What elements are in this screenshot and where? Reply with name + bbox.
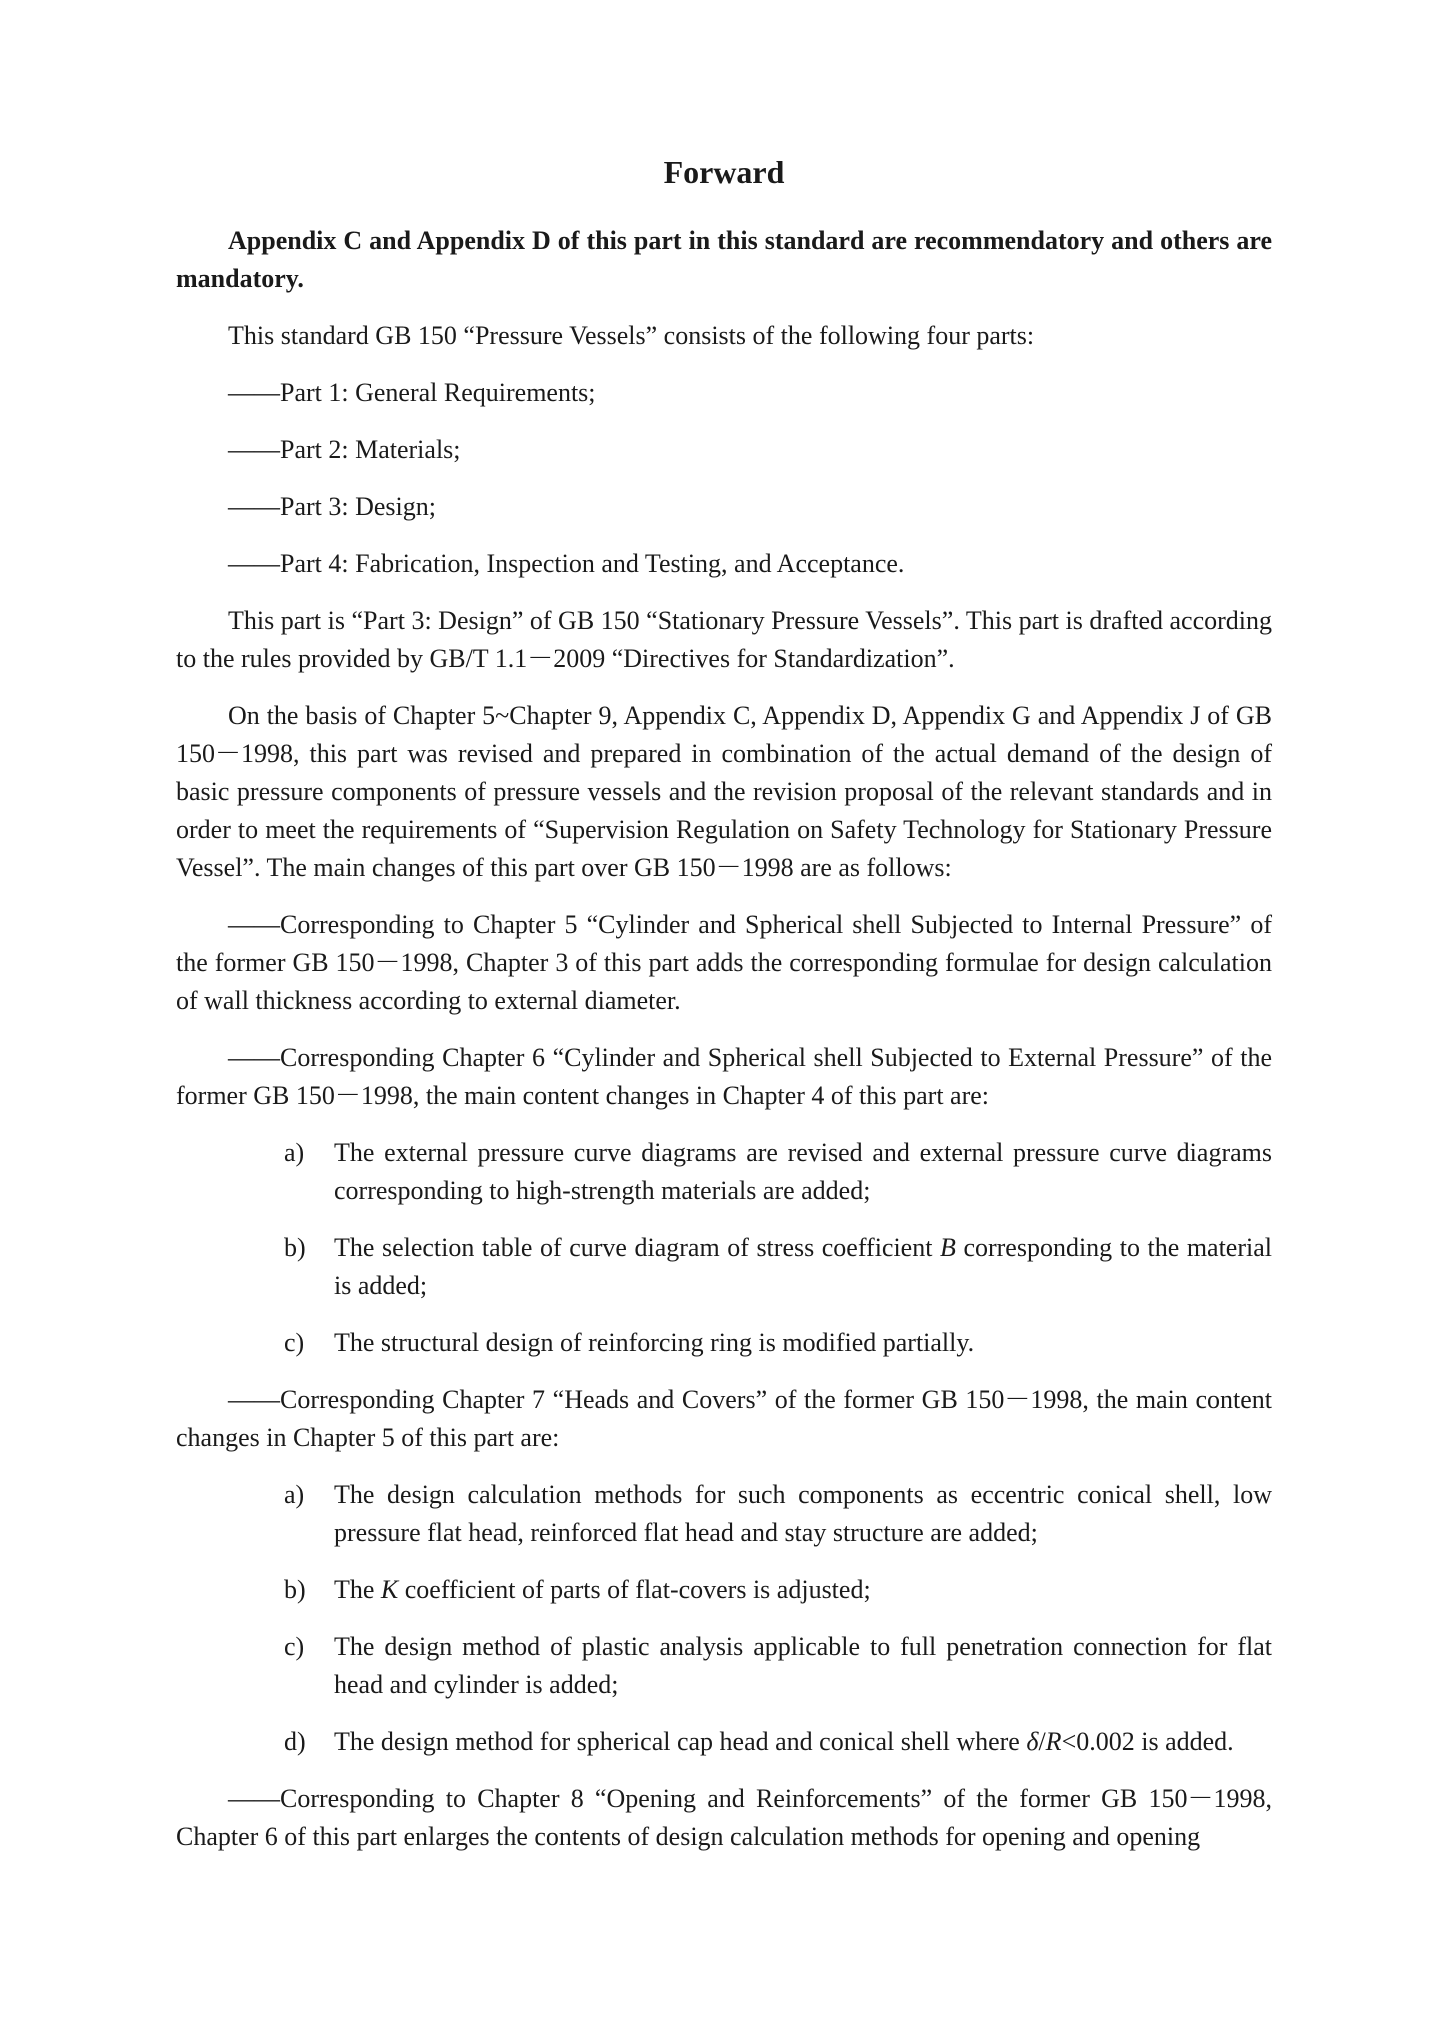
item-marker: c) — [284, 1328, 305, 1357]
change-chapter7-paragraph: ——Corresponding Chapter 7 “Heads and Covers” of the former GB 150－1998, the main content changes in Chapter 5 of this part are: — [176, 1385, 1272, 1452]
item-text: The — [334, 1575, 381, 1604]
item-text: The design method for spherical cap head and conical shell where — [334, 1727, 1027, 1756]
item-text: corresponding to the material is added; — [334, 1233, 1272, 1300]
part-list-item: ——Part 4: Fabrication, Inspection and Testing, and Acceptance. — [228, 549, 905, 578]
variable-delta: δ — [1026, 1727, 1039, 1756]
mandatory-note: Appendix C and Appendix D of this part in this standard are recommendatory and others are mandatory. — [176, 226, 1272, 293]
item-marker: c) — [284, 1632, 305, 1661]
item-text: coefficient of parts of flat-covers is adjusted; — [398, 1575, 871, 1604]
chapter7-item-c — [176, 1628, 1272, 1704]
document-page — [176, 140, 1272, 1856]
chapter7-item-a — [176, 1476, 1272, 1552]
chapter7-item-b — [176, 1571, 1272, 1609]
chapter6-item-c — [176, 1324, 1272, 1362]
basis-paragraph: On the basis of Chapter 5~Chapter 9, Appendix C, Appendix D, Appendix G and Appendix J of GB 150－1998, this part was revised and prepared in combination of the actual demand of the design of basic pressure components of pressure vessels and the revision proposal of the relevant standards and in order to meet the requirements of “Supervision Regulation on Safety Technology for Stationary Pressure Vessel”. The main changes of this part over GB 150－1998 are as follows: — [176, 701, 1272, 882]
chapter6-item-a — [176, 1134, 1272, 1210]
item-text: The design calculation methods for such components as eccentric conical shell, low pressure flat head, reinforced flat head and stay structure are added; — [334, 1480, 1272, 1547]
item-text: The selection table of curve diagram of stress coefficient — [334, 1233, 940, 1262]
variable-r: R — [1045, 1727, 1062, 1756]
part-list-item: ——Part 1: General Requirements; — [228, 378, 596, 407]
item-marker: b) — [284, 1575, 306, 1604]
item-text: The structural design of reinforcing ring is modified partially. — [334, 1328, 975, 1357]
change-chapter6-paragraph: ——Corresponding Chapter 6 “Cylinder and Spherical shell Subjected to External Pressure” of the former GB 150－1998, the main content changes in Chapter 4 of this part are: — [176, 1043, 1272, 1110]
item-marker: d) — [284, 1727, 306, 1756]
intro-paragraph: This standard GB 150 “Pressure Vessels” consists of the following four parts: — [228, 321, 1035, 350]
change-chapter8-paragraph: ——Corresponding to Chapter 8 “Opening and Reinforcements” of the former GB 150－1998, Chapter 6 of this part enlarges the contents of design calculation methods for opening and opening — [176, 1784, 1272, 1851]
item-text: The design method of plastic analysis applicable to full penetration connection for flat head and cylinder is added; — [334, 1632, 1272, 1699]
part-list-item: ——Part 2: Materials; — [228, 435, 461, 464]
page-title: Forward — [663, 154, 785, 190]
item-marker: b) — [284, 1233, 306, 1262]
slash: / — [1038, 1727, 1046, 1756]
item-text: <0.002 is added. — [1061, 1727, 1234, 1756]
this-part-paragraph: This part is “Part 3: Design” of GB 150 “Stationary Pressure Vessels”. This part is drafted according to the rules provided by GB/T 1.1－2009 “Directives for Standardization”. — [176, 606, 1272, 673]
chapter7-item-d — [176, 1723, 1272, 1761]
item-marker: a) — [284, 1138, 305, 1167]
variable-b: B — [940, 1233, 956, 1262]
chapter6-item-b — [176, 1229, 1272, 1305]
item-marker: a) — [284, 1480, 305, 1509]
item-text: The external pressure curve diagrams are revised and external pressure curve diagrams corresponding to high-strength materials are added; — [334, 1138, 1272, 1205]
change-chapter5-paragraph: ——Corresponding to Chapter 5 “Cylinder and Spherical shell Subjected to Internal Pressure” of the former GB 150－1998, Chapter 3 of this part adds the corresponding formulae for design calculation of wall thickness according to external diameter. — [176, 910, 1272, 1015]
part-list-item: ——Part 3: Design; — [228, 492, 436, 521]
variable-k: K — [380, 1575, 399, 1604]
